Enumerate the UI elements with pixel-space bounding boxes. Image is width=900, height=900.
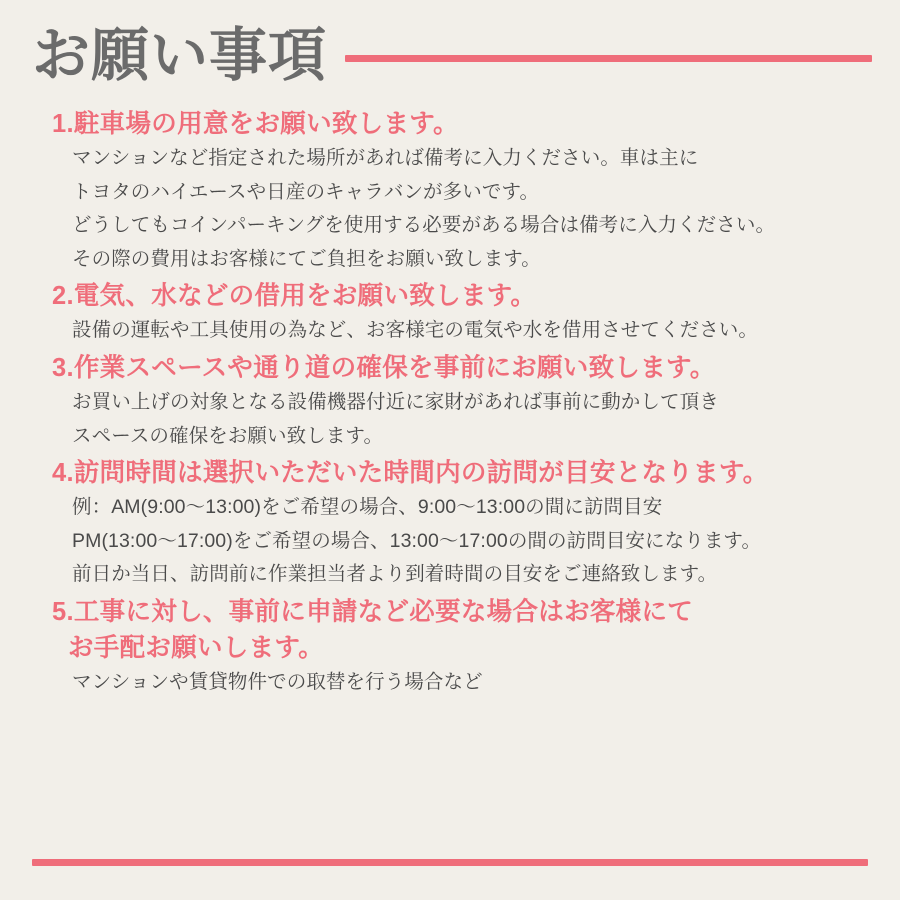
list-item	[30, 455, 870, 592]
item-number: 3.	[52, 353, 74, 382]
page-title: お願い事項	[32, 23, 328, 88]
item-heading	[30, 106, 870, 142]
item-body	[30, 491, 870, 592]
page-header	[0, 0, 900, 88]
item-number: 4.	[52, 459, 74, 488]
body-line: その際の費用はお客様にてご負担をお願い致します。	[72, 247, 541, 270]
body-line: PM(13:00〜17:00)をご希望の場合、13:00〜17:00の間の訪問目安になります。	[72, 529, 762, 552]
body-line: トヨタのハイエースや日産のキャラバンが多いです。	[72, 180, 540, 203]
item-heading-text: 駐車場の用意をお願い致します。	[73, 109, 459, 138]
item-heading-line2: お手配お願いします。	[68, 634, 324, 663]
item-heading-text: 作業スペースや通り道の確保を事前にお願い致します。	[73, 353, 716, 382]
list-item	[30, 278, 870, 348]
list-item	[30, 350, 870, 453]
item-heading-text: 電気、水などの借用をお願い致します。	[73, 282, 537, 311]
item-number: 2.	[52, 282, 74, 311]
body-line: お買い上げの対象となる設備機器付近に家財があれば事前に動かして頂き	[72, 391, 719, 414]
item-heading	[30, 455, 870, 491]
item-heading	[30, 350, 870, 386]
item-heading	[30, 278, 870, 314]
item-body	[30, 142, 870, 276]
body-line: 設備の運転や工具使用の為など、お客様宅の電気や水を借用させてください。	[72, 319, 759, 342]
body-line: マンションや賃貸物件での取替を行う場合など	[72, 671, 483, 694]
item-number: 5.	[52, 597, 74, 626]
item-heading-text: 訪問時間は選択いただいた時間内の訪問が目安となります。	[73, 459, 769, 488]
item-number: 1.	[52, 109, 74, 138]
list-item	[30, 594, 870, 700]
body-line: マンションなど指定された場所があれば備考に入力ください。車は主に	[72, 147, 699, 169]
notice-list	[0, 88, 900, 700]
item-heading-text: 工事に対し、事前に申請など必要な場合はお客様にて	[73, 597, 694, 626]
body-line: 前日か当日、訪問前に作業担当者より到着時間の目安をご連絡致します。	[72, 563, 718, 586]
header-divider	[345, 55, 872, 62]
item-body	[30, 666, 870, 700]
item-body	[30, 314, 870, 348]
body-line: どうしてもコインパーキングを使用する必要がある場合は備考に入力ください。	[72, 214, 776, 237]
list-item	[30, 106, 870, 276]
footer-divider	[32, 859, 868, 866]
item-heading	[30, 594, 870, 630]
body-line: スペースの確保をお願い致します。	[72, 424, 384, 447]
item-body	[30, 386, 870, 453]
body-line: 例：AM(9:00〜13:00)をご希望の場合、9:00〜13:00の間に訪問目安	[72, 496, 663, 519]
